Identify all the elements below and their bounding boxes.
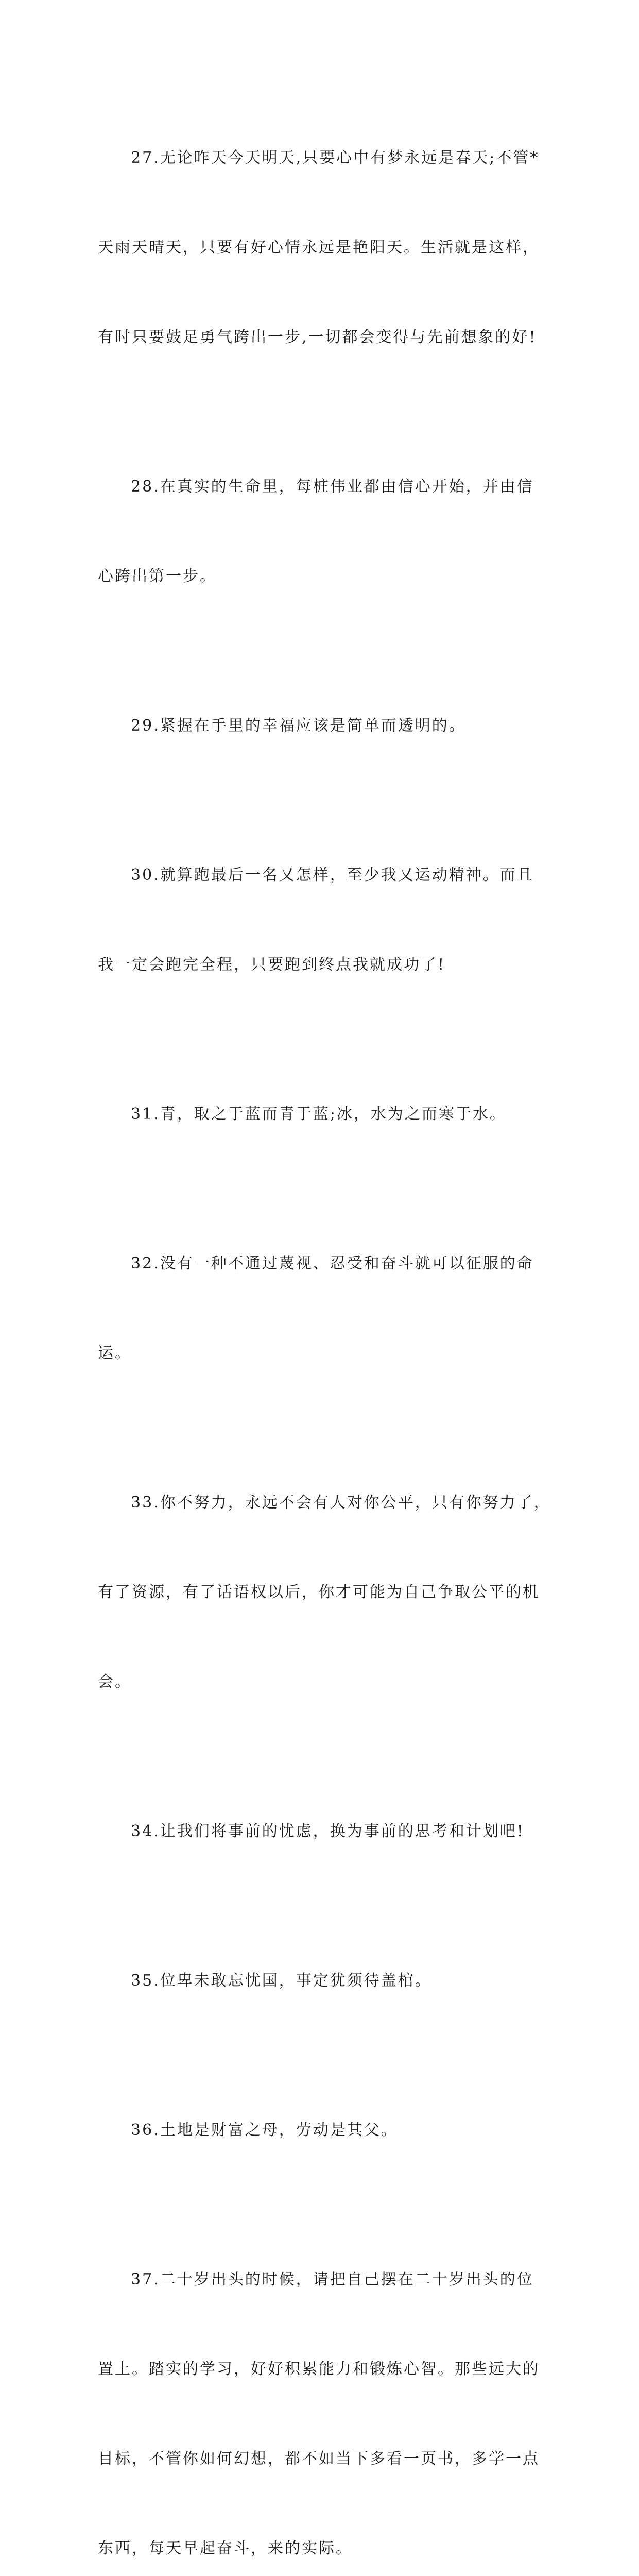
paragraph-29 — [98, 651, 551, 801]
paragraph-28 — [98, 412, 551, 651]
text-line: 运。 — [98, 1344, 132, 1362]
text-line: 置上。踏实的学习，好好积累能力和锻炼心智。那些远大的 — [98, 2360, 540, 2378]
paragraph-37 — [98, 2205, 551, 2576]
text-line: 34.让我们将事前的忧虑，换为事前的思考和计划吧! — [131, 1822, 525, 1840]
text-line: 32.没有一种不通过蔑视、忍受和奋斗就可以征服的命 — [131, 1255, 534, 1273]
paragraph-36 — [98, 2056, 551, 2205]
text-line: 33.你不努力，永远不会有人对你公平，只有你努力了， — [131, 1494, 551, 1512]
text-line: 东西，每天早起奋斗，来的实际。 — [98, 2539, 353, 2557]
paragraph-27 — [98, 83, 551, 412]
text-line: 目标，不管你如何幻想，都不如当下多看一页书，多学一点 — [98, 2450, 540, 2468]
paragraph-33 — [98, 1428, 551, 1757]
paragraph-35 — [98, 1906, 551, 2056]
paragraph-31 — [98, 1040, 551, 1189]
text-line: 30.就算跑最后一名又怎样，至少我又运动精神。而且 — [131, 866, 534, 884]
text-line: 有时只要鼓足勇气跨出一步,一切都会变得与先前想象的好! — [98, 328, 537, 346]
text-line: 35.位卑未敢忘忧国，事定犹须待盖棺。 — [131, 1972, 432, 1990]
text-line: 心跨出第一步。 — [98, 567, 217, 585]
paragraph-34 — [98, 1757, 551, 1906]
text-line: 31.青，取之于蓝而青于蓝;冰，水为之而寒于水。 — [131, 1105, 507, 1123]
text-line: 29.紧握在手里的幸福应该是简单而透明的。 — [131, 717, 466, 735]
document-body — [98, 83, 551, 2576]
paragraph-32 — [98, 1189, 551, 1428]
text-line: 36.土地是财富之母，劳动是其父。 — [131, 2121, 398, 2139]
text-line: 会。 — [98, 1673, 132, 1691]
text-line: 37.二十岁出头的时候，请把自己摆在二十岁出头的位 — [131, 2270, 534, 2289]
text-line: 我一定会跑完全程，只要跑到终点我就成功了! — [98, 956, 446, 974]
text-line: 27.无论昨天今天明天,只要心中有梦永远是春天;不管* — [131, 149, 540, 167]
paragraph-30 — [98, 801, 551, 1040]
text-line: 天雨天晴天，只要有好心情永远是艳阳天。生活就是这样， — [98, 239, 540, 257]
text-line: 有了资源，有了话语权以后，你才可能为自己争取公平的机 — [98, 1583, 540, 1601]
text-line: 28.在真实的生命里，每桩伟业都由信心开始，并由信 — [131, 478, 534, 496]
